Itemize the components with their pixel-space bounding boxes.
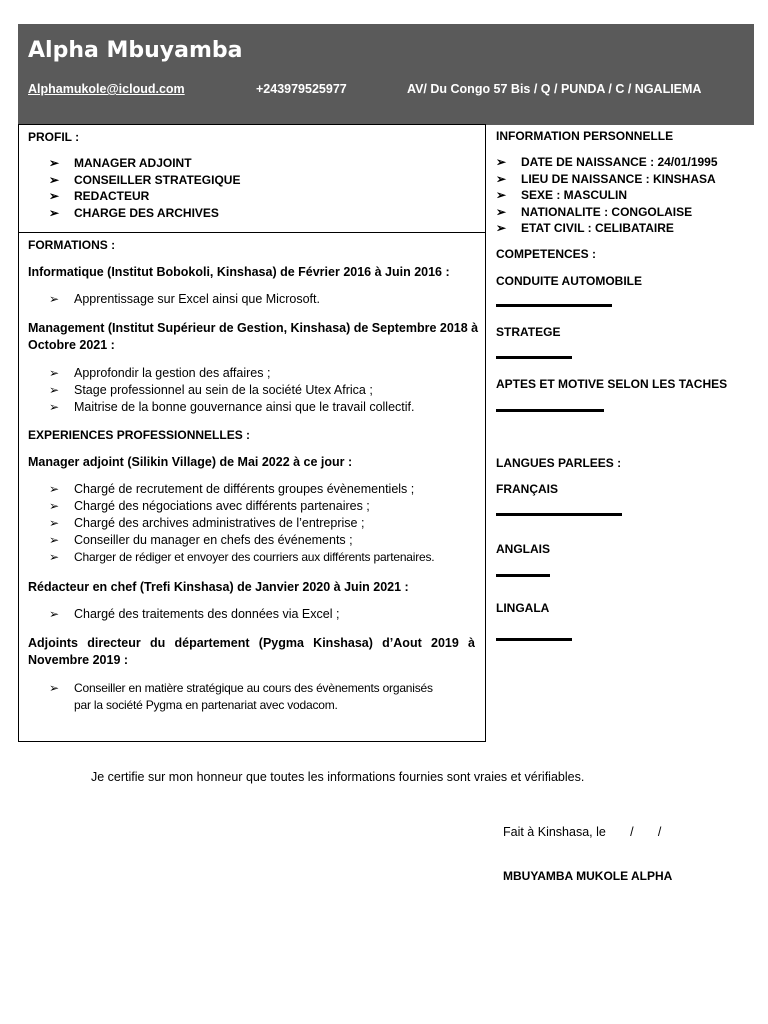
formations-experiences-section: [18, 232, 486, 742]
arrow-bullet-icon: ➢: [49, 400, 60, 414]
formation-heading: Management (Institut Supérieur de Gestion, Kinshasa) de Septembre 2018 à: [28, 321, 479, 335]
list-item: ➢ Stage professionnel au sein de la société Utex Africa ;: [49, 383, 373, 397]
list-item: ➢ Charger de rédiger et envoyer des courriers aux différents partenaires.: [49, 550, 435, 564]
header-banner: [18, 24, 754, 125]
profil-title: PROFIL :: [28, 130, 80, 144]
formation-list: [28, 365, 483, 416]
arrow-bullet-icon: ➢: [49, 383, 60, 397]
candidate-name: Alpha Mbuyamba: [28, 38, 243, 63]
certification-statement: Je certifie sur mon honneur que toutes les informations fournies sont vraies et vérifiables.: [91, 770, 585, 784]
langue-item: FRANÇAIS: [496, 482, 558, 496]
langues-title: LANGUES PARLEES :: [496, 456, 622, 470]
arrow-bullet-icon: ➢: [49, 482, 60, 496]
divider: [496, 513, 622, 516]
list-item-line: Conseiller en matière stratégique au cours des évènements organisés: [74, 681, 433, 695]
competence-item: CONDUITE AUTOMOBILE: [496, 274, 642, 288]
job-list: [28, 680, 483, 714]
email-link[interactable]: Alphamukole@icloud.com: [28, 82, 185, 96]
list-item: ➢ CHARGE DES ARCHIVES: [49, 205, 219, 220]
arrow-bullet-icon: ➢: [49, 550, 59, 564]
list-item: ➢ DATE DE NAISSANCE : 24/01/1995: [496, 155, 718, 169]
competences-title: COMPETENCES :: [496, 247, 597, 261]
list-item: ➢ Conseiller du manager en chefs des événements ;: [49, 533, 353, 547]
arrow-bullet-icon: ➢: [49, 172, 60, 187]
list-item: ➢ ETAT CIVIL : CELIBATAIRE: [496, 221, 674, 235]
arrow-bullet-icon: ➢: [49, 205, 60, 220]
arrow-bullet-icon: ➢: [49, 681, 59, 695]
list-item: ➢ NATIONALITE : CONGOLAISE: [496, 204, 693, 219]
divider: [496, 574, 550, 577]
arrow-bullet-icon: ➢: [496, 155, 507, 169]
list-item: ➢ Apprentissage sur Excel ainsi que Microsoft.: [49, 292, 320, 306]
job-list: [28, 481, 483, 566]
divider: [496, 409, 604, 412]
arrow-bullet-icon: ➢: [49, 533, 60, 547]
formation-heading-cont: Octobre 2021 :: [28, 338, 115, 352]
formation-list: [28, 291, 483, 308]
list-item: ➢ Chargé des traitements des données via Excel ;: [49, 607, 340, 621]
arrow-bullet-icon: ➢: [49, 156, 60, 170]
competence-item: STRATEGE: [496, 325, 561, 339]
list-item: ➢ Chargé de recrutement de différents groupes évènementiels ;: [49, 482, 415, 496]
list-item: ➢ Chargé des négociations avec différents partenaires ;: [49, 499, 370, 513]
phone-number: +243979525977: [256, 82, 347, 96]
experiences-title: EXPERIENCES PROFESSIONNELLES :: [28, 428, 251, 442]
divider: [496, 638, 572, 641]
arrow-bullet-icon: ➢: [496, 171, 507, 186]
personal-info-title: INFORMATION PERSONNELLE: [496, 129, 674, 143]
competence-item: APTES ET MOTIVE SELON LES TACHES: [496, 377, 728, 391]
job-heading-cont: Novembre 2019 :: [28, 653, 129, 667]
arrow-bullet-icon: ➢: [49, 292, 60, 306]
address: AV/ Du Congo 57 Bis / Q / PUNDA / C / NGALIEMA: [407, 82, 702, 96]
list-item: ➢ Maitrise de la bonne gouvernance ainsi que le travail collectif.: [49, 400, 415, 414]
list-item: ➢ MANAGER ADJOINT: [49, 156, 192, 170]
list-item: ➢ REDACTEUR: [49, 189, 150, 203]
job-heading: Rédacteur en chef (Trefi Kinshasa) de Janvier 2020 à Juin 2021 :: [28, 580, 409, 594]
list-item: ➢ SEXE : MASCULIN: [496, 188, 628, 202]
personal-info-list: [475, 154, 755, 237]
list-item: ➢ LIEU DE NAISSANCE : KINSHASA: [496, 171, 716, 186]
list-item: ➢ Approfondir la gestion des affaires ;: [49, 366, 271, 380]
langue-item: LINGALA: [496, 601, 550, 615]
list-item-line: par la société Pygma en partenariat avec vodacom.: [74, 698, 338, 712]
arrow-bullet-icon: ➢: [49, 516, 60, 530]
arrow-bullet-icon: ➢: [49, 366, 60, 380]
profil-section: [18, 124, 486, 233]
job-heading: Manager adjoint (Silikin Village) de Mai 2022 à ce jour :: [28, 455, 353, 469]
list-item: [28, 680, 483, 714]
langue-item: ANGLAIS: [496, 542, 550, 556]
job-list: [28, 606, 483, 623]
job-heading: Adjoints directeur du département (Pygma Kinshasa) d’Aout 2019 à: [28, 636, 475, 650]
place-date: Fait à Kinshasa, le / /: [503, 825, 662, 839]
arrow-bullet-icon: ➢: [496, 221, 507, 235]
profil-list: [28, 155, 468, 221]
formations-title: FORMATIONS :: [28, 238, 116, 252]
arrow-bullet-icon: ➢: [49, 607, 60, 621]
signature-name: MBUYAMBA MUKOLE ALPHA: [503, 869, 673, 883]
list-item: ➢ CONSEILLER STRATEGIQUE: [49, 172, 241, 187]
formation-heading: Informatique (Institut Bobokoli, Kinshasa) de Février 2016 à Juin 2016 :: [28, 265, 450, 279]
divider: [496, 304, 612, 307]
divider: [496, 356, 572, 359]
arrow-bullet-icon: ➢: [49, 189, 60, 203]
arrow-bullet-icon: ➢: [496, 204, 507, 219]
arrow-bullet-icon: ➢: [496, 188, 507, 202]
arrow-bullet-icon: ➢: [49, 499, 60, 513]
list-item: ➢ Chargé des archives administratives de l’entreprise ;: [49, 516, 365, 530]
